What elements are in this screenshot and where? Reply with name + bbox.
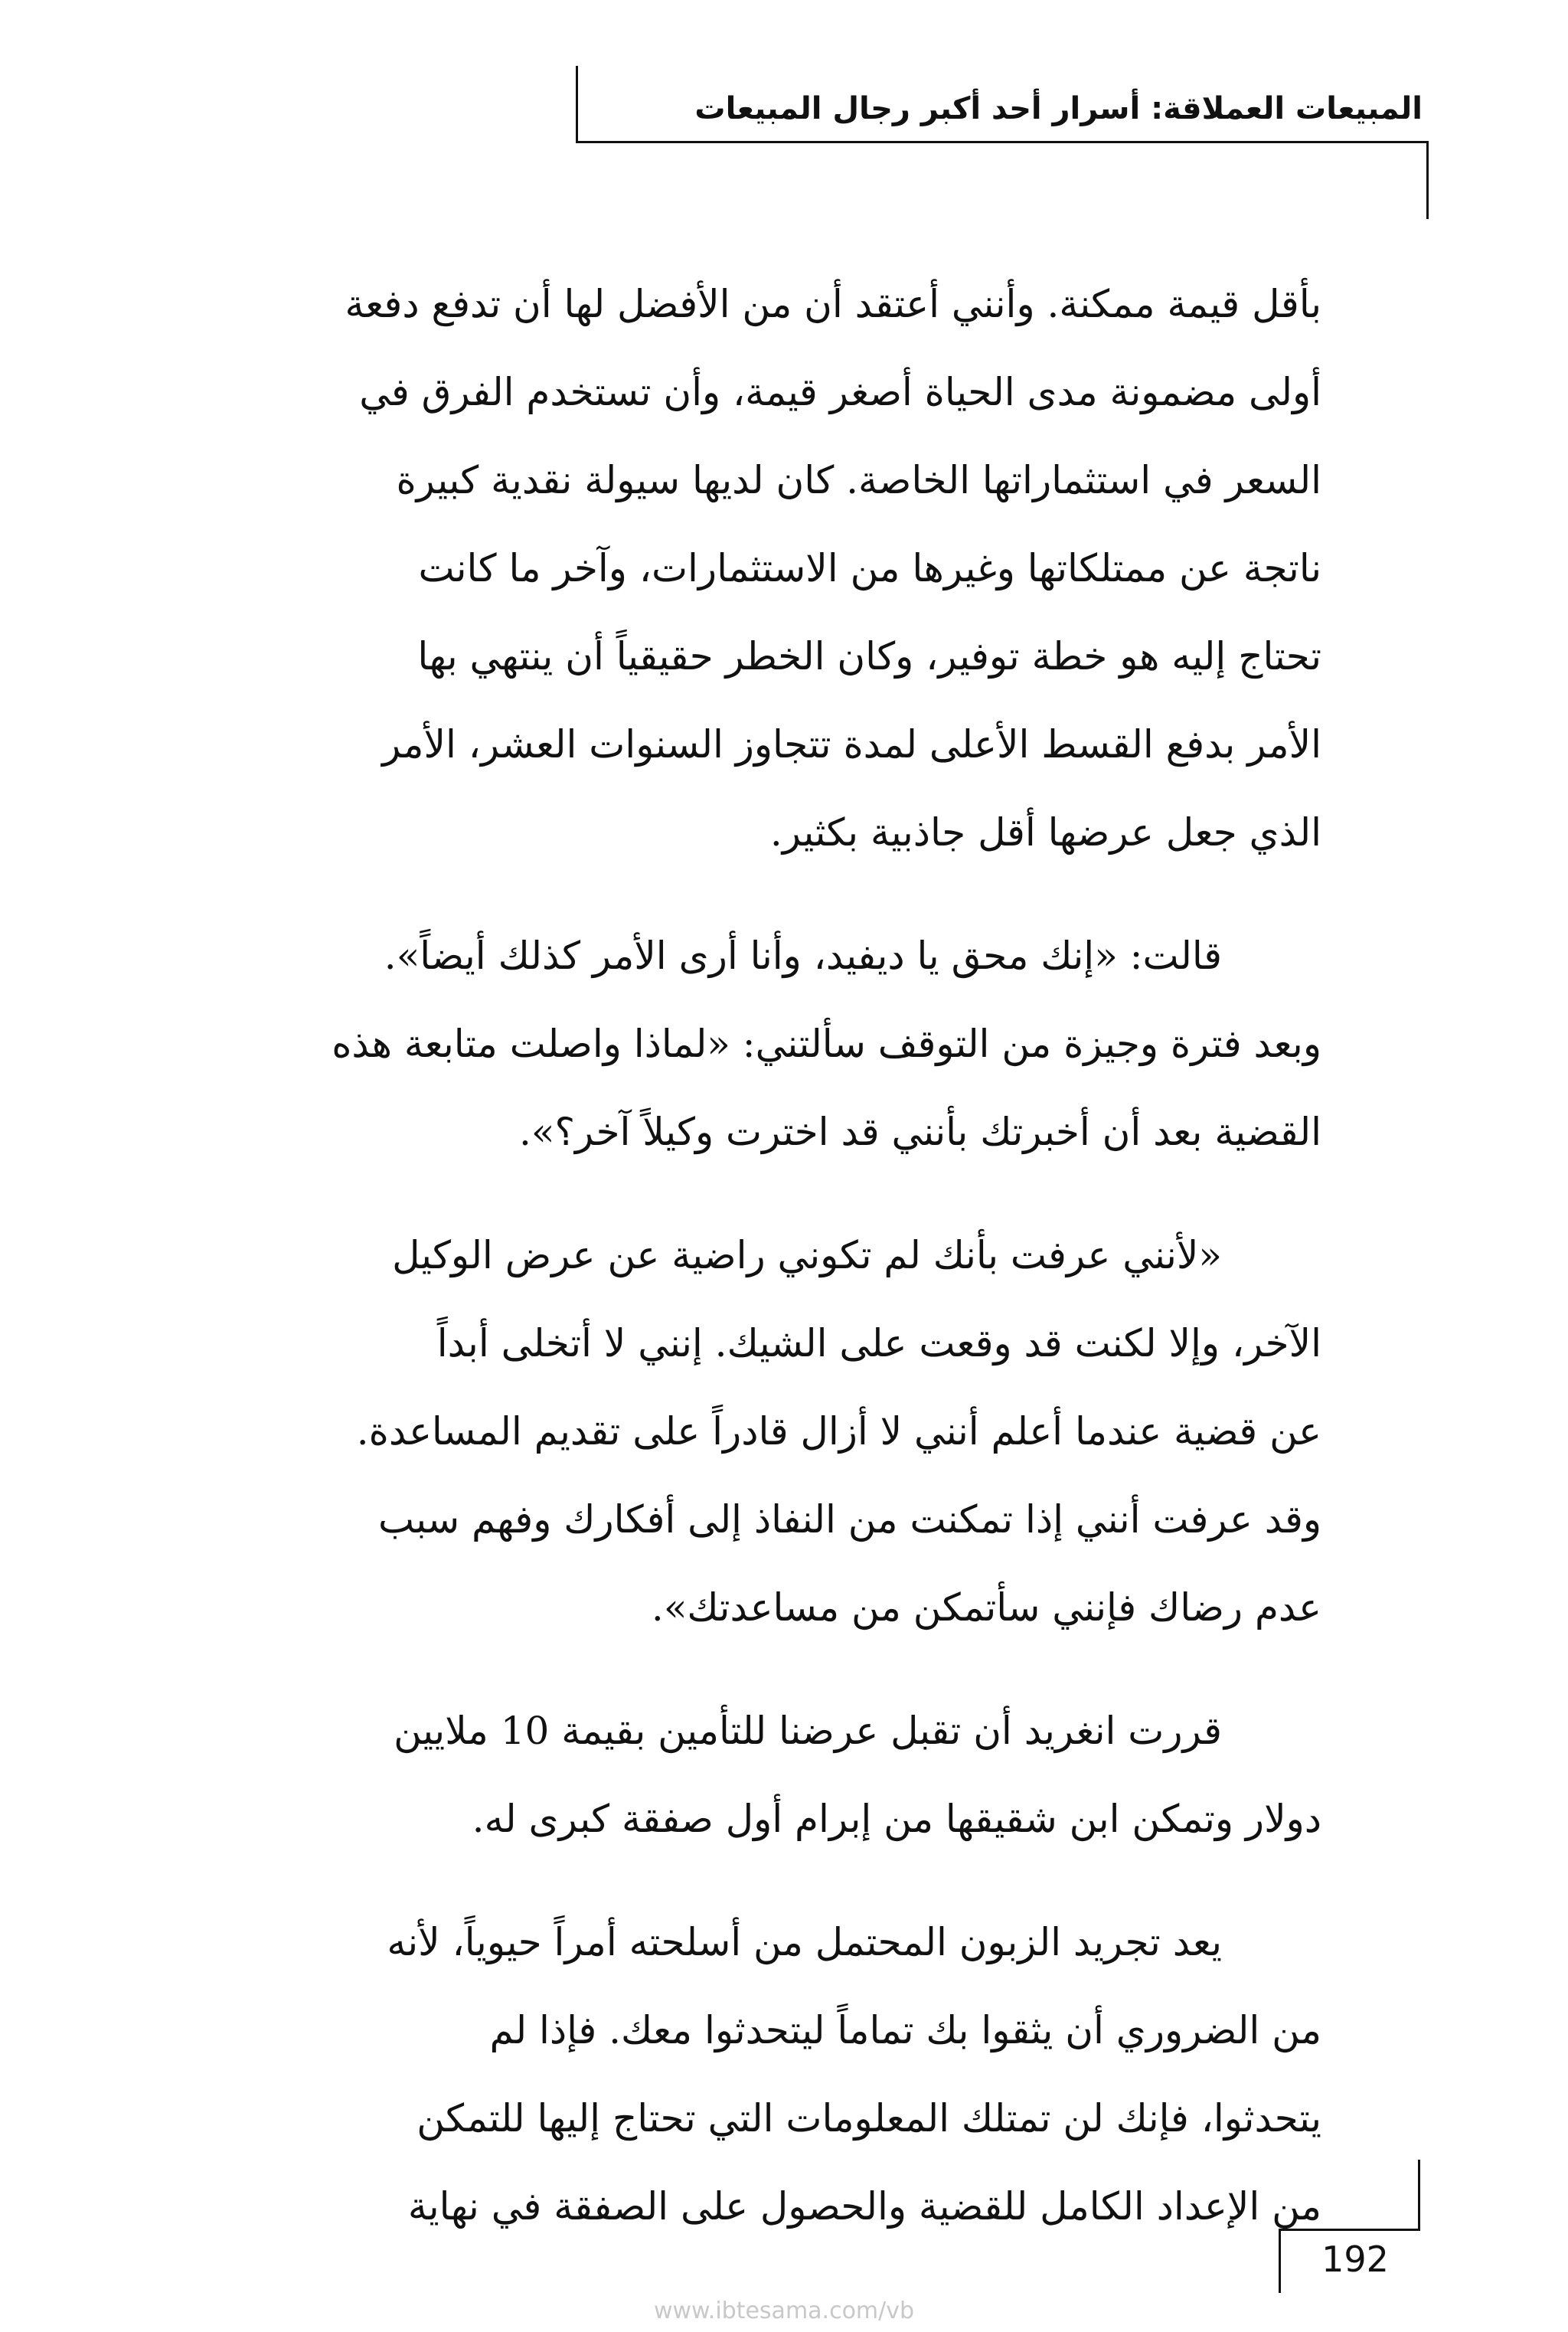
text-line: الآخر، وإلا لكنت قد وقعت على الشيك. إنني لا أتخلى أبداً [436,1321,1321,1366]
running-header-title: المبيعات العملاقة: أسرار أحد أكبر رجال المبيعات [694,91,1423,126]
text-line: بأقل قيمة ممكنة. وأنني أعتقد أن من الأفضل لها أن تدفع دفعة [345,282,1321,326]
text-line: من الإعداد الكامل للقضية والحصول على الصفقة في نهاية [407,2184,1321,2229]
text-line: الأمر بدفع القسط الأعلى لمدة تتجاوز السنوات العشر، الأمر [382,722,1321,767]
watermark-url: www.ibtesama.com/vb [653,2298,915,2324]
text-line: عن قضية عندما أعلم أنني لا أزال قادراً على تقديم المساعدة. [356,1409,1321,1454]
paragraph-1 [182,260,1321,877]
text-line: دولار وتمكن ابن شقيقها من إبرام أول صفقة كبرى له. [472,1797,1321,1841]
text-line: القضية بعد أن أخبرتك بأنني قد اخترت وكيلاً آخر؟». [518,1110,1321,1154]
text-line: يتحدثوا، فإنك لن تمتلك المعلومات التي تحتاج إليها للتمكن [416,2096,1321,2141]
text-line: قالت: «إنك محق يا ديفيد، وأنا أرى الأمر كذلك أيضاً». [384,934,1222,978]
text-line: ناتجة عن ممتلكاتها وغيرها من الاستثمارات، وآخر ما كانت [418,546,1321,590]
paragraph-5 [182,1899,1321,2251]
text-line: عدم رضاك فإنني سأتمكن من مساعدتك». [651,1585,1321,1630]
text-line: الذي جعل عرضها أقل جاذبية بكثير. [769,810,1321,855]
page-number-rule-right [1418,2160,1420,2230]
text-line: وبعد فترة وجيزة من التوقف سألتني: «لماذا واصلت متابعة هذه [332,1022,1321,1066]
paragraph-4 [182,1687,1321,1863]
text-line: السعر في استثماراتها الخاصة. كان لديها سيولة نقدية كبيرة [396,458,1321,502]
paragraph-3 [182,1212,1321,1652]
page-number-rule-left [1279,2229,1281,2293]
paragraph-2 [182,912,1321,1176]
text-line: قررت انغريد أن تقبل عرضنا للتأمين بقيمة 10 ملايين [394,1709,1222,1753]
text-line: تحتاج إليه هو خطة توفير، وكان الخطر حقيقياً أن ينتهي بها [417,634,1321,679]
text-line: أولى مضمونة مدى الحياة أصغر قيمة، وأن تستخدم الفرق في [359,370,1321,414]
text-line: من الضروري أن يثقوا بك تماماً ليتحدثوا معك. فإذا لم [489,2008,1321,2052]
header-rule-right [1426,141,1429,219]
page-number-rule [1279,2229,1420,2231]
text-line: وقد عرفت أنني إذا تمكنت من النفاذ إلى أفكارك وفهم سبب [378,1497,1321,1542]
page-number: 192 [1321,2239,1389,2280]
text-line: يعد تجريد الزبون المحتمل من أسلحته أمراً حيوياً، لأنه [387,1920,1222,1964]
page-body [182,260,1321,2286]
header-rule [576,141,1429,143]
header-rule-left [576,66,578,142]
text-line: «لأنني عرفت بأنك لم تكوني راضية عن عرض الوكيل [392,1233,1222,1277]
